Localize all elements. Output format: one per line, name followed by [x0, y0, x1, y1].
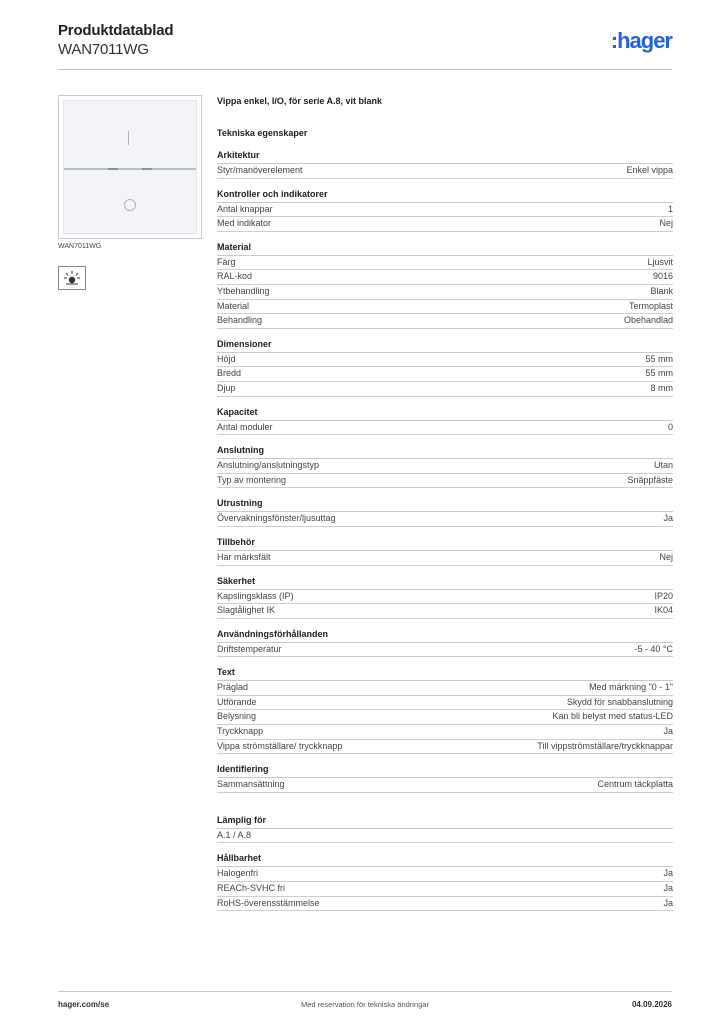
section-title: Utrustning	[217, 498, 673, 512]
spec-value: Enkel vippa	[626, 165, 673, 175]
spec-heading: Tekniska egenskaper	[217, 128, 308, 138]
spec-row	[217, 300, 673, 315]
spec-label: Behandling	[217, 315, 263, 326]
spec-sections	[217, 150, 673, 911]
disclaimer: Med reservation för tekniska ändringar	[301, 1000, 429, 1009]
product-description: Vippa enkel, I/O, för serie A.8, vit blank	[217, 96, 383, 106]
spec-row	[217, 829, 673, 844]
spec-row	[217, 217, 673, 232]
section-title: Hållbarhet	[217, 853, 673, 867]
spec-value: Nej	[659, 218, 673, 229]
spec-row	[217, 710, 673, 725]
section-title: Text	[217, 667, 673, 681]
spec-row	[217, 164, 673, 179]
spec-value: Ja	[663, 726, 673, 737]
spec-section	[217, 576, 673, 619]
spec-row	[217, 512, 673, 527]
spec-label: Styr/manöverelement	[217, 165, 303, 175]
spec-row	[217, 604, 673, 619]
spec-label: Höjd	[217, 353, 236, 364]
spec-section	[217, 242, 673, 329]
spec-row	[217, 897, 673, 912]
spec-value: 8 mm	[650, 382, 673, 393]
spec-label: A.1 / A.8	[217, 829, 252, 840]
spec-row	[217, 203, 673, 218]
spec-value: Centrum täckplatta	[597, 779, 673, 790]
product-code: WAN7011WG	[58, 41, 149, 58]
spec-row	[217, 867, 673, 882]
spec-value: Ja	[663, 883, 673, 894]
spec-section	[217, 445, 673, 488]
plate-divider	[64, 168, 196, 170]
spec-label: REACh-SVHC fri	[217, 883, 286, 894]
section-title: Kontroller och indikatorer	[217, 189, 673, 203]
switch-plate	[63, 100, 197, 234]
spec-label: Material	[217, 300, 250, 311]
section-title: Anslutning	[217, 445, 673, 459]
spec-label: Har märksfält	[217, 551, 271, 562]
spec-section	[217, 853, 673, 911]
spec-row	[217, 270, 673, 285]
spec-value: IK04	[654, 605, 673, 616]
spec-value: IP20	[654, 590, 673, 601]
spec-row	[217, 551, 673, 566]
spec-value: Ja	[663, 868, 673, 879]
spec-value: Blank	[650, 285, 673, 296]
spec-value: Termoplast	[628, 300, 673, 311]
spec-row	[217, 314, 673, 329]
spec-row	[217, 459, 673, 474]
hager-logo: :hager	[610, 28, 672, 53]
section-title: Kapacitet	[217, 407, 673, 421]
spec-section	[217, 667, 673, 754]
spec-label: Färg	[217, 256, 236, 267]
section-title: Dimensioner	[217, 339, 673, 353]
spec-row	[217, 696, 673, 711]
section-gap	[217, 793, 673, 805]
spec-label: Typ av montering	[217, 474, 287, 485]
spec-value: Ja	[663, 897, 673, 908]
spec-label: Djup	[217, 382, 236, 393]
spec-row	[217, 353, 673, 368]
spec-value: 0	[667, 421, 673, 432]
spec-value: Nej	[659, 551, 673, 562]
spec-value: Kan bli belyst med status-LED	[552, 711, 673, 722]
website-link[interactable]: hager.com/se	[58, 1000, 110, 1009]
document-title: Produktdatablad	[58, 22, 174, 39]
on-symbol	[128, 131, 129, 145]
spec-label: RAL-kod	[217, 271, 253, 282]
product-image	[58, 95, 202, 239]
spec-value: Ljusvit	[647, 256, 673, 267]
spec-label: Bredd	[217, 368, 242, 379]
section-title: Säkerhet	[217, 576, 673, 590]
spec-row	[217, 740, 673, 755]
spec-value: Snäppfäste	[627, 474, 673, 485]
section-title: Identifiering	[217, 764, 673, 778]
spec-value: Skydd för snabbanslutning	[566, 696, 673, 707]
spec-row	[217, 882, 673, 897]
section-title: Användningsförhållanden	[217, 629, 673, 643]
spec-section	[217, 189, 673, 232]
section-title: Arkitektur	[217, 150, 673, 164]
spec-row	[217, 285, 673, 300]
spec-value: Utan	[653, 460, 673, 471]
spec-section	[217, 407, 673, 436]
spec-section	[217, 339, 673, 397]
spec-label: Utförande	[217, 696, 257, 707]
spec-row	[217, 367, 673, 382]
spec-section	[217, 537, 673, 566]
spec-label: Antal moduler	[217, 421, 273, 432]
spec-section	[217, 764, 673, 793]
spec-value: 1	[667, 203, 673, 214]
spec-value: Ja	[663, 513, 673, 524]
page-footer	[58, 991, 672, 1016]
light-indicator-icon	[58, 266, 86, 290]
spec-label: Slagtålighet IK	[217, 605, 276, 616]
spec-label: Driftstemperatur	[217, 643, 282, 654]
spec-row	[217, 382, 673, 397]
spec-row	[217, 778, 673, 793]
spec-value: 55 mm	[645, 353, 673, 364]
spec-section	[217, 629, 673, 658]
spec-value: Obehandlad	[623, 315, 673, 326]
off-symbol	[124, 199, 136, 211]
spec-section	[217, 150, 673, 179]
spec-label: Vippa strömställare/ tryckknapp	[217, 740, 343, 751]
spec-row	[217, 421, 673, 436]
spec-label: Belysning	[217, 711, 257, 722]
spec-row	[217, 643, 673, 658]
page-header	[58, 20, 672, 70]
spec-row	[217, 474, 673, 489]
spec-value: -5 - 40 °C	[634, 643, 673, 654]
section-title: Lämplig för	[217, 815, 673, 829]
spec-label: RoHS-överensstämmelse	[217, 897, 320, 908]
spec-section	[217, 498, 673, 527]
spec-label: Övervakningsfönster/ljusuttag	[217, 513, 336, 524]
spec-label: Halogenfri	[217, 868, 259, 879]
image-caption: WAN7011WG	[58, 243, 102, 250]
document-date: 04.09.2026	[631, 1000, 672, 1009]
spec-label: Ytbehandling	[217, 285, 270, 296]
spec-label: Med indikator	[217, 218, 272, 229]
spec-label: Präglad	[217, 682, 249, 693]
section-title: Material	[217, 242, 673, 256]
spec-label: Tryckknapp	[217, 726, 264, 737]
spec-row	[217, 256, 673, 271]
spec-section	[217, 815, 673, 844]
spec-label: Kapslingsklass (IP)	[217, 590, 294, 601]
spec-label: Sammansättning	[217, 779, 285, 790]
spec-row	[217, 725, 673, 740]
technical-spec	[217, 94, 673, 911]
spec-label: Antal knappar	[217, 203, 273, 214]
spec-value: 55 mm	[645, 368, 673, 379]
spec-row	[217, 681, 673, 696]
spec-value: Till vippströmställare/tryckknappar	[537, 740, 673, 751]
spec-value: Med märkning "0 - 1"	[589, 682, 673, 693]
section-title: Tillbehör	[217, 537, 673, 551]
spec-value: 9016	[652, 271, 673, 282]
spec-row	[217, 590, 673, 605]
spec-label: Anslutning/anslutningstyp	[217, 460, 320, 471]
